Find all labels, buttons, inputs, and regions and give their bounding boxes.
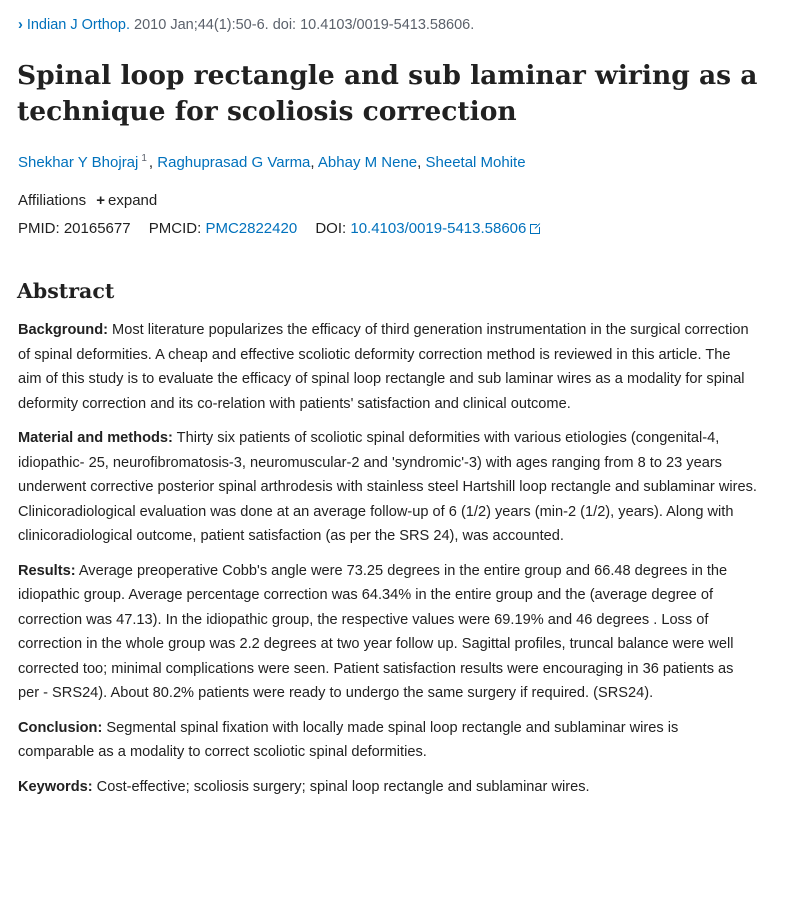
- external-link-icon: [530, 224, 540, 234]
- journal-link[interactable]: Indian J Orthop.: [26, 17, 131, 33]
- author-link[interactable]: Sheetal Mohite: [425, 154, 526, 171]
- expand-label: expand: [108, 192, 158, 209]
- section-text: Most literature popularizes the efficacy of third generation instrumentation in the surgical correction of spinal deformities. A cheap and effective scoliotic deformity correction method is reviewed in this article. The aim of this study is to evaluate the efficacy of spinal loop rectangle and sub laminar wires as a modality for spinal deformity correction and its co-relation with patients' satisfaction and clinical outcome.: [18, 322, 749, 412]
- section-label: Material and methods:: [18, 430, 173, 446]
- pmid-label: PMID:: [18, 220, 60, 237]
- section-label: Conclusion:: [18, 719, 103, 736]
- abstract-section-results: [18, 559, 758, 706]
- affiliations-label: Affiliations: [18, 192, 87, 209]
- affiliations-toggle[interactable]: [18, 192, 157, 209]
- abstract-section-background: [18, 318, 758, 416]
- plus-icon: +: [96, 192, 106, 209]
- doi-link[interactable]: 10.4103/0019-5413.58606: [350, 220, 540, 237]
- author-link[interactable]: Abhay M Nene: [317, 154, 418, 171]
- keywords: [18, 775, 758, 800]
- keywords-label: Keywords:: [18, 778, 93, 795]
- pmid-value: 20165677: [63, 220, 131, 237]
- abstract-section-conclusion: [18, 716, 758, 765]
- section-label: Results:: [18, 562, 76, 579]
- abstract-section-methods: [18, 426, 758, 549]
- doi-label: DOI:: [315, 220, 347, 237]
- section-label: Background:: [18, 322, 108, 338]
- section-text: Segmental spinal fixation with locally made spinal loop rectangle and sublaminar wires is comparable as a modality to correct scoliotic spinal deformities.: [18, 719, 679, 760]
- citation-details: 2010 Jan;44(1):50-6. doi: 10.4103/0019-5413.58606.: [130, 17, 475, 33]
- identifiers-row: [18, 220, 540, 237]
- keywords-text: Cost-effective; scoliosis surgery; spinal loop rectangle and sublaminar wires.: [92, 778, 590, 795]
- abstract-body: [18, 318, 758, 809]
- section-text: Thirty six patients of scoliotic spinal deformities with various etiologies (congenital-4, idiopathic- 25, neurofibromatosis-3, neuromuscular-2 and 'syndromic'-3) with ages ranging from 8 to 23 years underwent corrective posterior spinal arthrodesis with stainless steel Hartshill loop rectangle and sublaminar wires. Clinicoradiological evaluation was done at an average follow-up of 6 (1/2) years (min-2 (1/2), years). Along with clinicoradiological outcome, patient satisfaction (as per the SRS 24), was accounted.: [18, 430, 757, 544]
- chevron-right-icon: ›: [18, 17, 23, 33]
- pmcid-label: PMCID:: [148, 220, 202, 237]
- author-link[interactable]: Raghuprasad G Varma: [157, 154, 311, 171]
- author-list: Shekhar Y Bhojraj $^1$ , Raghuprasad G Varma, Abhay M Nene, Sheetal Mohite: [18, 153, 526, 171]
- pmcid-link[interactable]: PMC2822420: [205, 220, 298, 237]
- affiliation-superscript[interactable]: 1: [141, 153, 147, 164]
- author-link[interactable]: Shekhar Y Bhojraj: [18, 154, 139, 171]
- article-title: Spinal loop rectangle and sub laminar wiring as a technique for scoliosis correction: [17, 60, 758, 127]
- abstract-heading: Abstract: [17, 279, 115, 303]
- section-text: Average preoperative Cobb's angle were 73.25 degrees in the entire group and 66.48 degrees in the idiopathic group. Average percentage correction was 64.34% in the entire group and the (average degree of correction was 47.13). In the idiopathic group, the respective values were 69.19% and 46 degrees . Loss of correction in the whole group was 2.2 degrees at two year follow up. Sagittal profiles, truncal balance were well corrected too; minimal complications were seen. Patient satisfaction results were encouraging in 36 patients as per - SRS24). About 80.2% patients were ready to undergo the same surgery if required. (SRS24).: [18, 562, 734, 701]
- citation-line: [18, 17, 474, 33]
